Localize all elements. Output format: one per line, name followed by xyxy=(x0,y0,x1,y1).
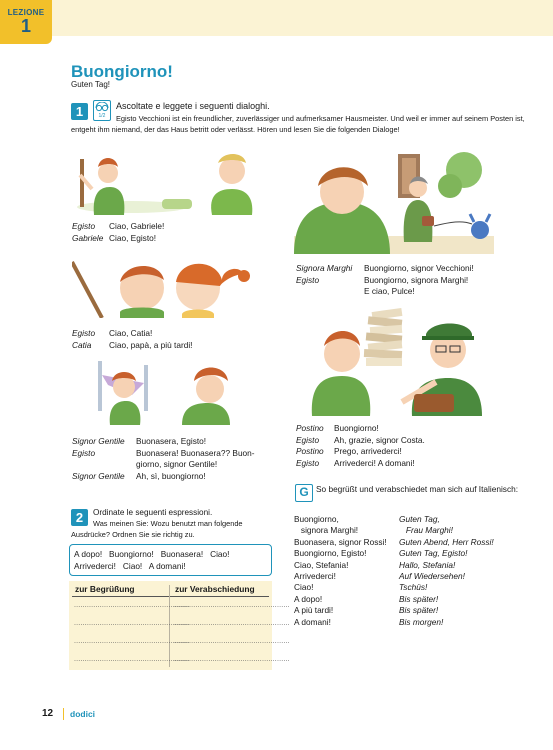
lesson-tab xyxy=(0,0,52,44)
blank-line[interactable]: ...................................................... xyxy=(74,602,190,609)
footer-divider xyxy=(63,708,64,720)
blank-line[interactable]: ...................................................... xyxy=(74,656,190,663)
exercise-1-description: Egisto Vecchioni ist ein freundlicher, zuverlässiger und aufmerksamer Hausmeister. Und weil er immer auf seinem Posten ist, entgeht ihm niemand, der das Haus betritt oder verlässt. Hören und lesen Sie die folgenden Dialoge! xyxy=(71,114,525,134)
grammar-icon: G xyxy=(295,484,313,502)
exercise-2-description: Was meinen Sie: Wozu benutzt man folgende Ausdrücke? Ordnen Sie sie richtig zu. xyxy=(71,519,243,539)
illustration-signora-marghi xyxy=(294,146,494,254)
header-divider xyxy=(72,596,269,597)
page-title: Buongiorno! xyxy=(71,62,173,81)
blank-line[interactable]: ...................................................... xyxy=(74,638,190,645)
dialogue-2: Egisto Ciao, Catia! Catia Ciao, papà, a più tardi! xyxy=(72,328,193,350)
expressions-line-1: A dopo! Buongiorno! Buonasera! Ciao! xyxy=(74,549,230,559)
grammar-heading: So begrüßt und verabschiedet man sich auf Italienisch: xyxy=(316,484,519,494)
page-number-word: dodici xyxy=(70,709,96,719)
audio-track-number: 1/2 xyxy=(98,113,106,119)
page-subtitle: Guten Tag! xyxy=(71,80,110,89)
page-number: 12 xyxy=(42,708,54,719)
lesson-label: LEZIONE xyxy=(7,8,45,17)
expressions-line-2: Arrivederci! Ciao! A domani! xyxy=(74,561,186,571)
expressions-box xyxy=(69,544,272,576)
exercise-1-number: 1 xyxy=(71,103,88,120)
exercise-2-number: 2 xyxy=(71,509,88,526)
dialogue-3: Signor Gentile Buonasera, Egisto! Egisto Buonasera! Buonasera?? Buon- giorno, signor Gentile! Signor Gentile Ah, sì, buongiorno! xyxy=(72,436,255,481)
header-band xyxy=(0,0,553,36)
blank-line[interactable]: ...................................................... xyxy=(74,620,190,627)
exercise-1-heading: Ascoltate e leggete i seguenti dialoghi. xyxy=(116,101,270,111)
illustration-egisto-gabriele xyxy=(72,145,264,215)
grammar-german-list: Guten Tag, Frau Marghi! Guten Abend, Herr Rossi! Guten Tag, Egisto! Hallo, Stefania! Auf Wiedersehen! Tschüs! Bis später! Bis später! Bis morgen! xyxy=(399,514,494,627)
column-header-greeting: zur Begrüßung xyxy=(75,584,135,594)
exercise-2-heading: Ordinate le seguenti espressioni. xyxy=(93,508,213,517)
blank-line[interactable]: ...................................................... xyxy=(174,638,290,645)
illustration-gentile-egisto xyxy=(72,355,264,425)
dialogue-1: Egisto Ciao, Gabriele! Gabriele Ciao, Egisto! xyxy=(72,221,165,243)
lesson-number: 1 xyxy=(20,16,31,36)
sorting-table xyxy=(69,581,290,670)
column-header-farewell: zur Verabschiedung xyxy=(175,584,255,594)
illustration-postino xyxy=(302,306,492,416)
blank-line[interactable]: ...................................................... xyxy=(174,602,290,609)
blank-line[interactable]: ...................................................... xyxy=(174,620,290,627)
dialogue-5: Postino Buongiorno! Egisto Ah, grazie, signor Costa. Postino Prego, arrivederci! Egisto Arrivederci! A domani! xyxy=(296,423,425,468)
illustration-egisto-catia xyxy=(72,252,264,318)
blank-line[interactable]: ...................................................... xyxy=(174,656,290,663)
grammar-italian-list: Buongiorno, signora Marghi! Buonasera, signor Rossi! Buongiorno, Egisto! Ciao, Stefania! Arrivederci! Ciao! A dopo! A più tardi! A domani! xyxy=(294,514,387,627)
dialogue-4: Signora Marghi Buongiorno, signor Vecchioni! Egisto Buongiorno, signora Marghi! E ciao, Pulce! xyxy=(296,263,474,296)
